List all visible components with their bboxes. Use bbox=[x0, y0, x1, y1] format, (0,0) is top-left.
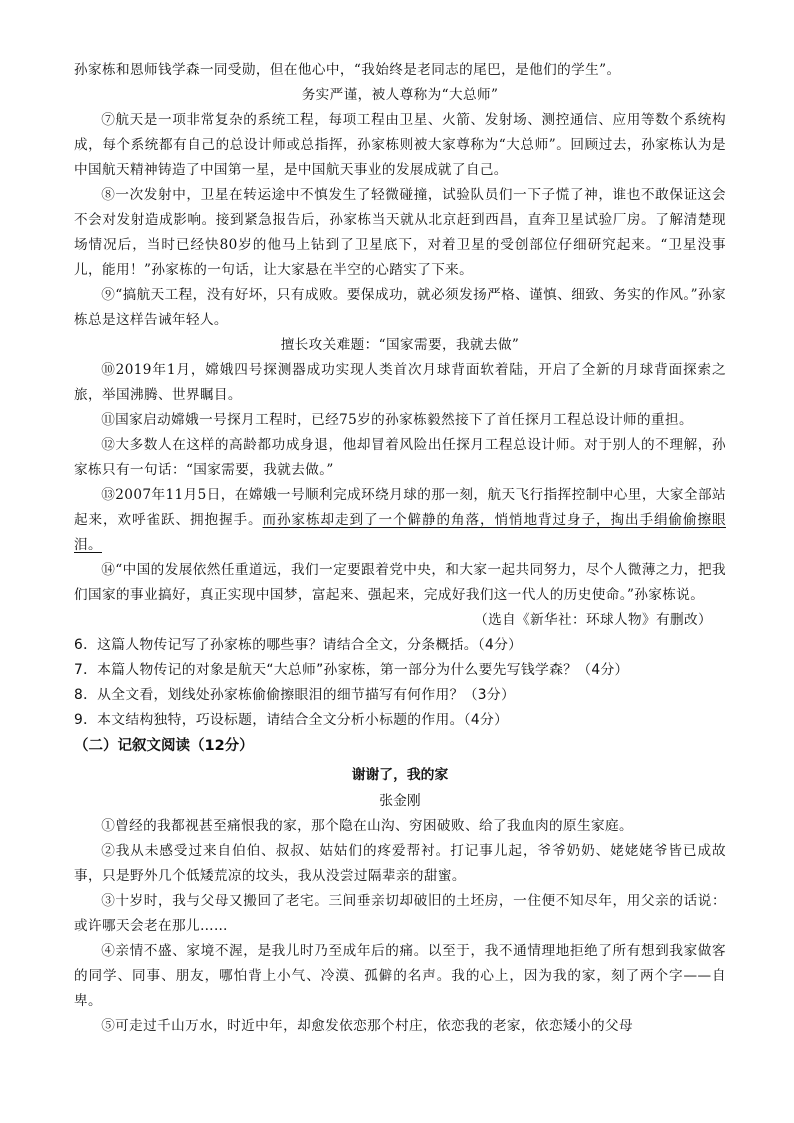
subheading-3: 擅长攻关难题：“国家需要，我就去做” bbox=[280, 337, 520, 353]
paragraph-12: ⑫大多数人在这样的高龄都功成身退，他却冒着风险出任探月工程总设计师。对于别人的不理解，孙家栋只有一句话：“国家需要，我就去做。” bbox=[74, 437, 726, 478]
paragraph-7: ⑦航天是一项非常复杂的系统工程，每项工程由卫星、火箭、发射场、测控通信、应用等数个系统构成，每个系统都有自己的总设计师或总指挥，孙家栋则被大家尊称为“大总师”。回顾过去，孙家栋认为是中国航天精神铸造了中国第一星，是中国航天事业的发展成就了自己。 bbox=[74, 112, 726, 178]
paragraph-13-text: ⑬2007年11月5日，在嫦娥一号顺利完成环绕月球的那一刻，航天飞行指挥控制中心里，大家全部站起来，欢呼雀跃、拥抱握手。 bbox=[74, 487, 726, 528]
question-6: 6．这篇人物传记写了孙家栋的哪些事？请结合全文，分条概括。（4分） bbox=[74, 637, 523, 653]
article-paragraph-1: ①曾经的我都视甚至痛恨我的家，那个隐在山沟、穷困破败、给了我血肉的原生家庭。 bbox=[101, 818, 633, 834]
article-paragraph-4: ④亲情不盛、家境不渥，是我儿时乃至成年后的痛。以至于，我不通情理地拒绝了所有想到我家做客的同学、同事、朋友，哪怕背上小气、冷漠、孤僻的名声。我的心上，因为我的家，刻了两个字——自卑。 bbox=[74, 943, 726, 1009]
article-paragraph-5: ⑤可走过千山万水，时近中年，却愈发依恋那个村庄，依恋我的老家，依恋矮小的父母 bbox=[101, 1018, 633, 1034]
underlined-sentence: 而孙家栋却走到了一个僻静的角落，悄悄地背过身子，掏出手绢偷偷擦眼泪。 bbox=[74, 512, 726, 553]
article-title: 谢谢了，我的家 bbox=[351, 767, 449, 783]
document-page bbox=[74, 58, 726, 1039]
paragraph-14: ⑭“中国的发展依然任重道远，我们一定要跟着党中央，和大家一起共同努力，尽个人微薄之力，把我们国家的事业搞好，真正实现中国梦，富起来、强起来，完成好我们这一代人的历史使命。”孙家栋说。 bbox=[74, 562, 726, 603]
question-8: 8．从全文看，划线处孙家栋偷偷擦眼泪的细节描写有何作用？（3分） bbox=[74, 687, 516, 703]
paragraph-9: ⑨“搞航天工程，没有好坏，只有成败。要保成功，就必须发扬严格、谨慎、细致、务实的作风。”孙家栋总是这样告诫年轻人。 bbox=[74, 287, 726, 328]
source-citation: （选自《新华社：环球人物》有删改） bbox=[474, 612, 712, 628]
section-heading: （二）记叙文阅读（12分） bbox=[74, 738, 254, 754]
article-author: 张金刚 bbox=[379, 793, 421, 809]
paragraph-intro-tail: 孙家栋和恩师钱学森一同受勋，但在他心中，“我始终是老同志的尾巴，是他们的学生”。 bbox=[74, 62, 621, 78]
question-9: 9．本文结构独特，巧设标题，请结合全文分析小标题的作用。（4分） bbox=[74, 712, 509, 728]
subheading-2: 务实严谨，被人尊称为“大总师” bbox=[301, 87, 499, 103]
paragraph-11: ⑪国家启动嫦娥一号探月工程时，已经75岁的孙家栋毅然接下了首任探月工程总设计师的重担。 bbox=[101, 412, 694, 428]
paragraph-13 bbox=[74, 483, 726, 558]
article-paragraph-3: ③十岁时，我与父母又搬回了老宅。三间垂亲切却破旧的土坯房，一住便不知尽年，用父亲的话说：或许哪天会老在那儿…… bbox=[74, 893, 726, 934]
article-paragraph-2: ②我从未感受过来自伯伯、叔叔、姑姑们的疼爱帮衬。打记事儿起，爷爷奶奶、姥姥姥爷皆已成故事，只是野外几个低矮荒凉的坟头，我从没尝过隔辈亲的甜蜜。 bbox=[74, 843, 726, 884]
paragraph-10: ⑩2019年1月，嫦娥四号探测器成功实现人类首次月球背面软着陆，开启了全新的月球背面探索之旅，举国沸腾、世界瞩目。 bbox=[74, 362, 726, 403]
question-7: 7．本篇人物传记的对象是航天“大总师”孙家栋，第一部分为什么要先写钱学森？（4分） bbox=[74, 662, 629, 678]
paragraph-8: ⑧一次发射中，卫星在转运途中不慎发生了轻微碰撞，试验队员们一下子慌了神，谁也不敢保证这会不会对发射造成影响。接到紧急报告后，孙家栋当天就从北京赶到西昌，直奔卫星试验厂房。了解清楚现场情况后，当时已经快80岁的他马上钻到了卫星底下，对着卫星的受创部位仔细研究起来。“卫星没事儿，能用！”孙家栋的一句话，让大家悬在半空的心踏实了下来。 bbox=[74, 187, 726, 278]
